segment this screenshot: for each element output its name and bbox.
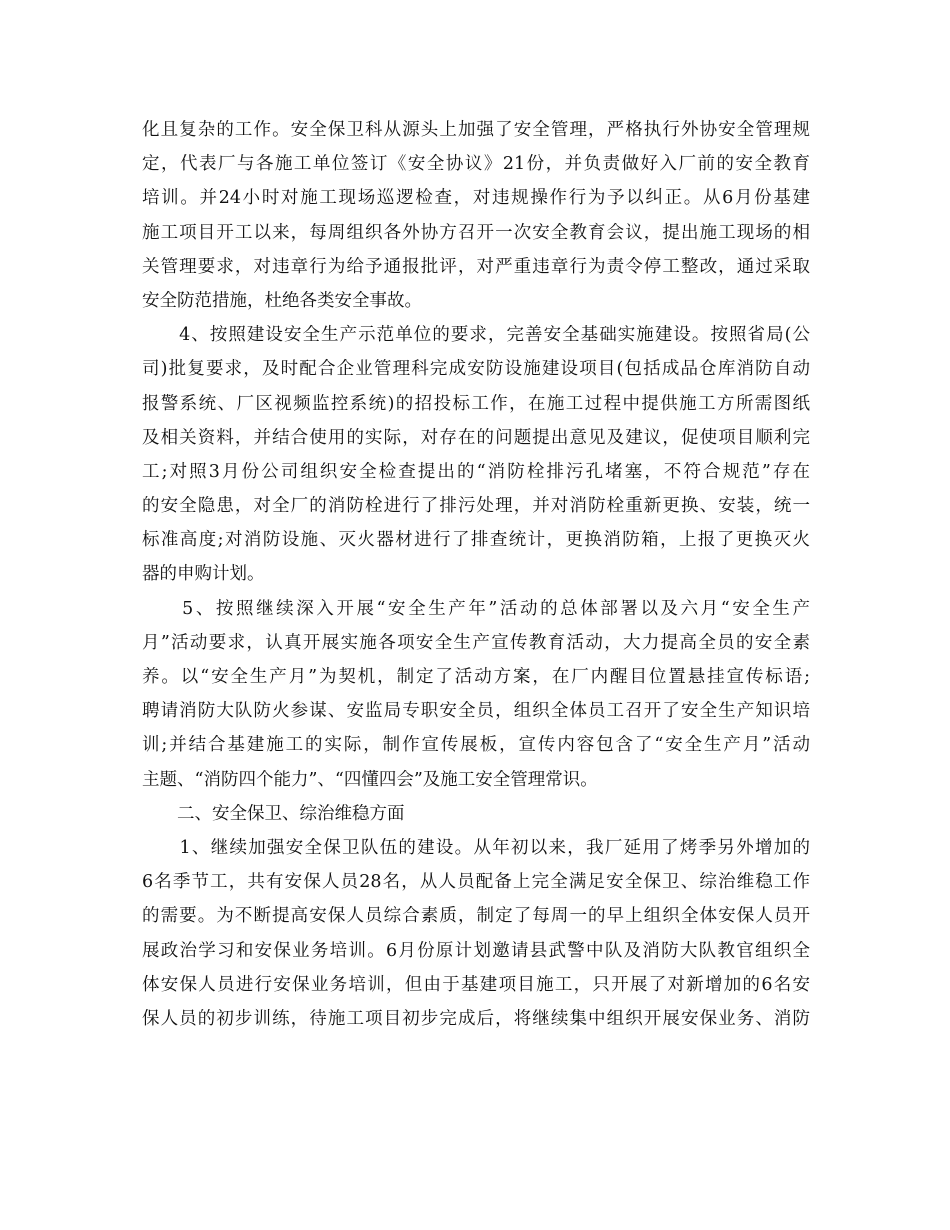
text-line: 及相关资料，并结合使用的实际，对存在的问题提出意见及建议，促使项目顺利完: [142, 427, 810, 448]
text-line: 5、按照继续深入开展“安全生产年”活动的总体部署以及六月“安全生产: [142, 598, 810, 619]
text-line: 1、继续加强安全保卫队伍的建设。从年初以来，我厂延用了烤季另外增加的: [142, 837, 810, 858]
text-line: 4、按照建设安全生产示范单位的要求，完善安全基础实施建设。按照省局(公: [142, 325, 810, 346]
text-line: 养。以“安全生产月”为契机，制定了活动方案，在厂内醒目位置悬挂宣传标语;: [142, 667, 810, 687]
text-line: 工;对照3月份公司组织安全检查提出的“消防栓排污孔堵塞，不符合规范”存在: [142, 461, 810, 482]
text-line: 的安全隐患，对全厂的消防栓进行了排污处理，并对消防栓重新更换、安装，统一: [142, 496, 810, 517]
text-line: 培训。并24小时对施工现场巡逻检查，对违规操作行为予以纠正。从6月份基建: [142, 188, 810, 209]
text-line: 器的申购计划。: [142, 564, 265, 585]
text-line: 司)批复要求，及时配合企业管理科完成安防设施建设项目(包括成品仓库消防自动: [142, 359, 810, 380]
text-line: 的需要。为不断提高安保人员综合素质，制定了每周一的早上组织全体安保人员开: [142, 906, 810, 927]
text-line: 体安保人员进行安保业务培训，但由于基建项目施工，只开展了对新增加的6名安: [142, 974, 810, 995]
text-line: 二、安全保卫、综治维稳方面: [142, 803, 405, 824]
text-line: 月”活动要求，认真开展实施各项安全生产宣传教育活动，大力提高全员的安全素: [142, 632, 810, 653]
text-line: 展政治学习和安保业务培训。6月份原计划邀请县武警中队及消防大队教官组织全: [142, 940, 810, 961]
text-line: 标准高度;对消防设施、灭火器材进行了排查统计，更换消防箱，上报了更换灭火: [142, 530, 810, 551]
text-line: 保人员的初步训练，待施工项目初步完成后，将继续集中组织开展安保业务、消防: [142, 1008, 810, 1029]
document-page: [142, 113, 810, 1036]
text-line: 安全防范措施，杜绝各类安全事故。: [142, 290, 422, 311]
text-line: 训;并结合基建施工的实际，制作宣传展板，宣传内容包含了“安全生产月”活动: [142, 735, 810, 756]
text-line: 主题、“消防四个能力”、“四懂四会”及施工安全管理常识。: [142, 769, 598, 790]
text-line: 定，代表厂与各施工单位签订《安全协议》21份，并负责做好入厂前的安全教育: [142, 154, 810, 175]
text-line: 报警系统、厂区视频监控系统)的招投标工作，在施工过程中提供施工方所需图纸: [142, 393, 810, 414]
text-line: 施工项目开工以来，每周组织各外协方召开一次安全教育会议，提出施工现场的相: [142, 222, 810, 243]
text-line: 关管理要求，对违章行为给予通报批评，对严重违章行为责令停工整改，通过采取: [142, 256, 810, 277]
text-line: 化且复杂的工作。安全保卫科从源头上加强了安全管理，严格执行外协安全管理规: [142, 120, 810, 140]
text-line: 聘请消防大队防火参谋、安监局专职安全员，组织全体员工召开了安全生产知识培: [142, 701, 810, 722]
text-line: 6名季节工，共有安保人员28名，从人员配备上完全满足安全保卫、综治维稳工作: [142, 872, 810, 893]
